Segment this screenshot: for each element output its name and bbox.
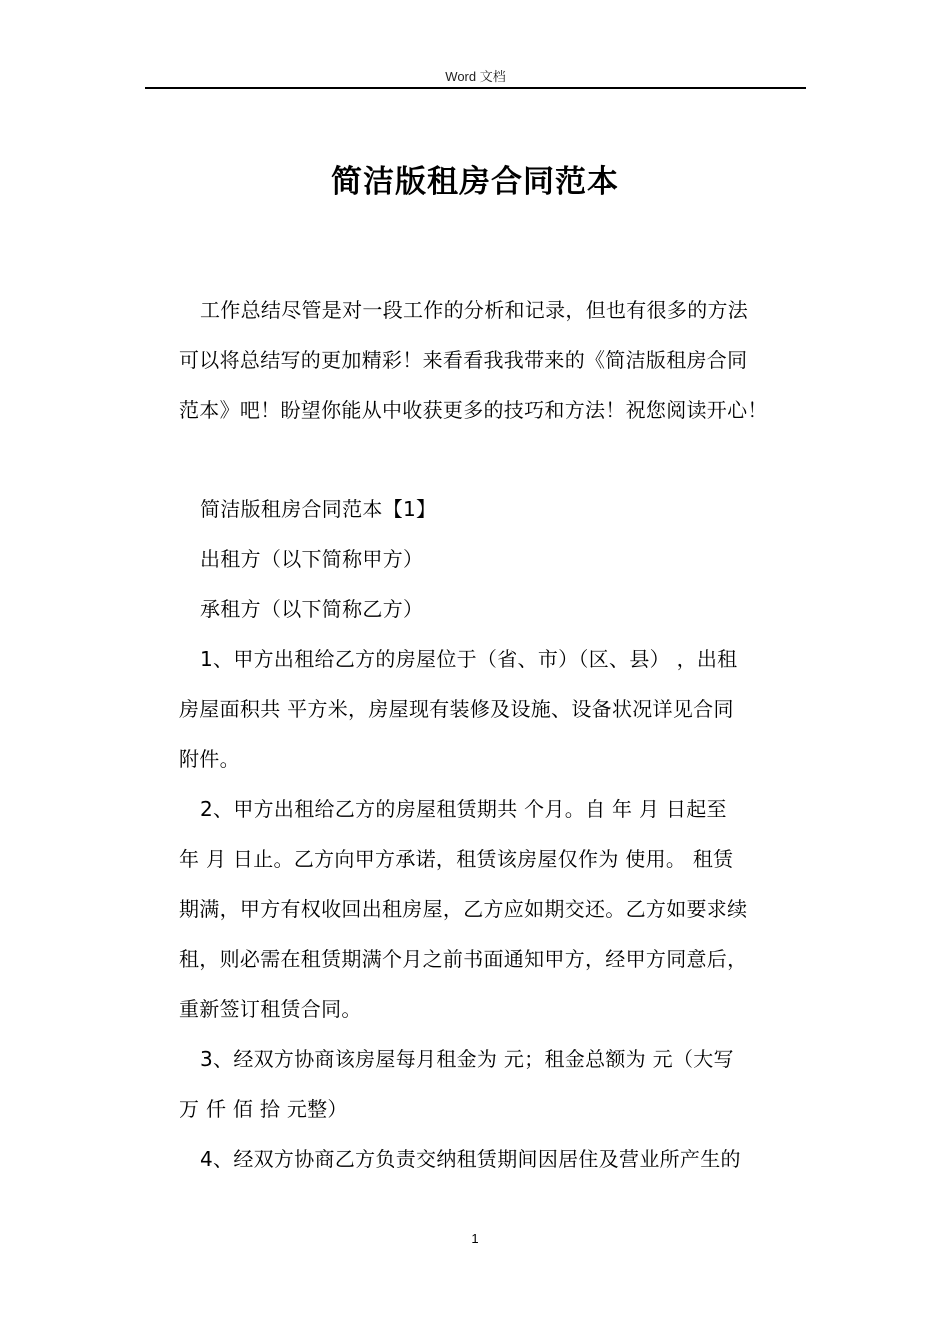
header-divider xyxy=(145,87,806,89)
contract-body xyxy=(179,484,819,1184)
intro-line: 范本》吧！盼望你能从中收获更多的技巧和方法！祝您阅读开心！ xyxy=(179,398,768,422)
document-title: 简洁版租房合同范本 xyxy=(331,164,619,200)
clause-1-line: 附件。 xyxy=(179,747,240,771)
page-number: 1 xyxy=(471,1231,479,1246)
clause-2-line: 期满，甲方有权收回出租房屋，乙方应如期交还。乙方如要求续 xyxy=(179,897,748,921)
intro-line: 可以将总结写的更加精彩！来看看我我带来的《简洁版租房合同 xyxy=(179,348,748,372)
clause-2-line: 2、甲方出租给乙方的房屋租赁期共 个月。自 年 月 日起至 xyxy=(200,797,727,821)
clause-1-line: 房屋面积共 平方米，房屋现有装修及设施、设备状况详见合同 xyxy=(179,697,734,721)
page-header: Word 文档 xyxy=(445,69,506,84)
clause-4-line: 4、经双方协商乙方负责交纳租赁期间因居住及营业所产生的 xyxy=(200,1147,741,1171)
intro-paragraph xyxy=(179,285,819,435)
lessor-line: 出租方（以下简称甲方） xyxy=(200,547,424,571)
clause-2-line: 租，则必需在租赁期满个月之前书面通知甲方，经甲方同意后， xyxy=(179,947,748,971)
clause-2-line: 重新签订租赁合同。 xyxy=(179,997,362,1021)
clause-2-line: 年 月 日止。乙方向甲方承诺，租赁该房屋仅作为 使用。 租赁 xyxy=(179,847,734,871)
section-heading: 简洁版租房合同范本【1】 xyxy=(200,497,437,521)
lessee-line: 承租方（以下简称乙方） xyxy=(200,597,424,621)
clause-1-line: 1、甲方出租给乙方的房屋位于（省、市）（区、县） ，出租 xyxy=(200,647,738,671)
clause-3-line: 万 仟 佰 拾 元整） xyxy=(179,1097,348,1121)
intro-line: 工作总结尽管是对一段工作的分析和记录，但也有很多的方法 xyxy=(200,298,749,322)
clause-3-line: 3、经双方协商该房屋每月租金为 元；租金总额为 元（大写 xyxy=(200,1047,734,1071)
